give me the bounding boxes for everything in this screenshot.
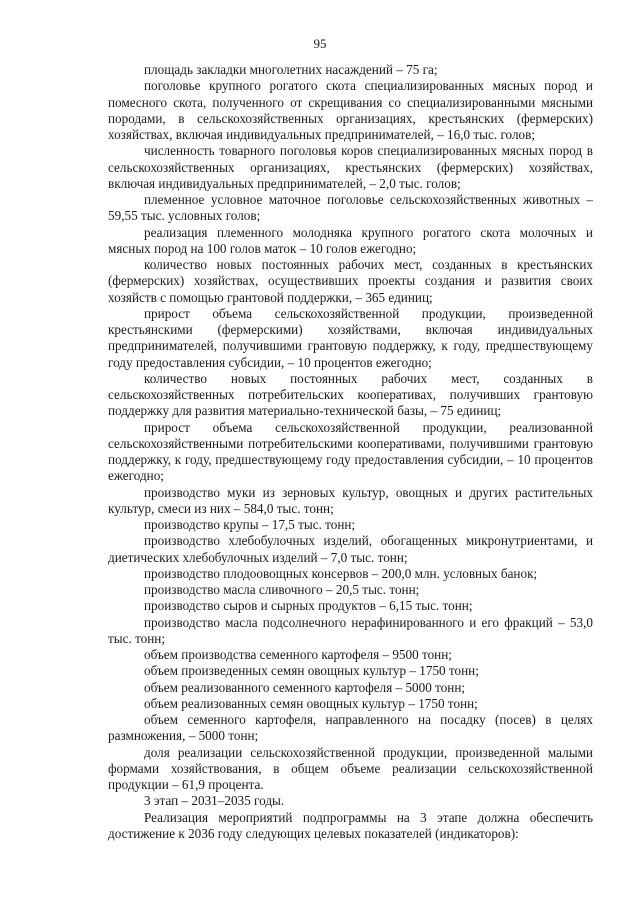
page-number: 95 xyxy=(313,36,327,51)
stage-heading: 3 этап – 2031–2035 годы. xyxy=(144,793,285,809)
paragraph: объем производства семенного картофеля – 9500 тонн; xyxy=(144,647,452,662)
paragraph: объем семенного картофеля, направленного на посадку (посев) в целях размножения, – 5000 тонн; xyxy=(108,712,593,744)
paragraph: производство масла подсолнечного нерафинированного и его фракций – 53,0 тыс. тонн; xyxy=(108,614,593,646)
paragraph: племенное условное маточное поголовье сельскохозяйственных животных – 59,55 тыс. условных голов; xyxy=(108,192,593,224)
paragraph: объем реализованного семенного картофеля – 5000 тонн; xyxy=(144,679,466,695)
paragraph: численность товарного поголовья коров специализированных мясных пород в сельскохозяйственных организациях, крестьянских (фермерских) хозяйствах, включая индивидуальных предпринимателей, – 2,0 тыс. голов; xyxy=(108,143,593,191)
paragraph: производство муки из зерновых культур, овощных и других растительных культур, смеси из них – 584,0 тыс. тонн; xyxy=(108,484,593,516)
paragraph: объем реализованных семян овощных культур – 1750 тонн; xyxy=(144,695,478,711)
paragraph: производство сыров и сырных продуктов – 6,15 тыс. тонн; xyxy=(144,598,473,614)
paragraph: Реализация мероприятий подпрограммы на 3 этапе должна обеспечить достижение к 2036 году следующих целевых показателей (индикаторов): xyxy=(108,809,593,841)
paragraph: количество новых постоянных рабочих мест, созданных в крестьянских (фермерских) хозяйствах, осуществивших проекты создания и развития своих хозяйств с помощью грантовой поддержки, – 365 единиц; xyxy=(108,257,593,305)
paragraph: прирост объема сельскохозяйственной продукции, реализованной сельскохозяйственными потребительскими кооперативами, получившими грантовую поддержку, к году, предшествующему году предоставления субсидии, – 10 процентов ежегодно; xyxy=(108,419,593,484)
paragraph: количество новых постоянных рабочих мест, созданных в сельскохозяйственных потребительских кооперативах, получивших грантовую поддержку для развития материально-технической базы, – 75 единиц; xyxy=(108,370,593,419)
paragraph: площадь закладки многолетних насаждений – 75 га; xyxy=(144,62,438,77)
paragraph: производство хлебобулочных изделий, обогащенных микронутриентами, и диетических хлебобулочных изделий – 7,0 тыс. тонн; xyxy=(108,533,593,565)
paragraph: производство масла сливочного – 20,5 тыс. тонн; xyxy=(144,582,420,597)
body-text xyxy=(108,62,593,842)
paragraph: производство крупы – 17,5 тыс. тонн; xyxy=(144,517,356,532)
paragraph: поголовье крупного рогатого скота специализированных мясных пород и помесного скота, полученного от скрещивания со специализированными мясными породами, в сельскохозяйственных организациях, крестьянских (фермерских) хозяйствах, включая индивидуальных предпринимателей, – 16,0 тыс. голов; xyxy=(108,78,593,142)
paragraph: объем произведенных семян овощных культур – 1750 тонн; xyxy=(144,663,479,679)
paragraph: доля реализации сельскохозяйственной продукции, произведенной малыми формами хозяйствования, в общем объеме реализации сельскохозяйственной продукции – 61,9 процента. xyxy=(108,744,593,792)
paragraph: производство плодоовощных консервов – 200,0 млн. условных банок; xyxy=(144,565,538,581)
paragraph: прирост объема сельскохозяйственной продукции, произведенной крестьянскими (фермерскими) хозяйствами, включая индивидуальных предпринимателей, получившими грантовую поддержку, к году, предшествующему году предоставления субсидии, – 10 процентов ежегодно; xyxy=(108,305,593,370)
paragraph: реализация племенного молодняка крупного рогатого скота молочных и мясных пород на 100 голов маток – 10 голов ежегодно; xyxy=(108,224,593,256)
